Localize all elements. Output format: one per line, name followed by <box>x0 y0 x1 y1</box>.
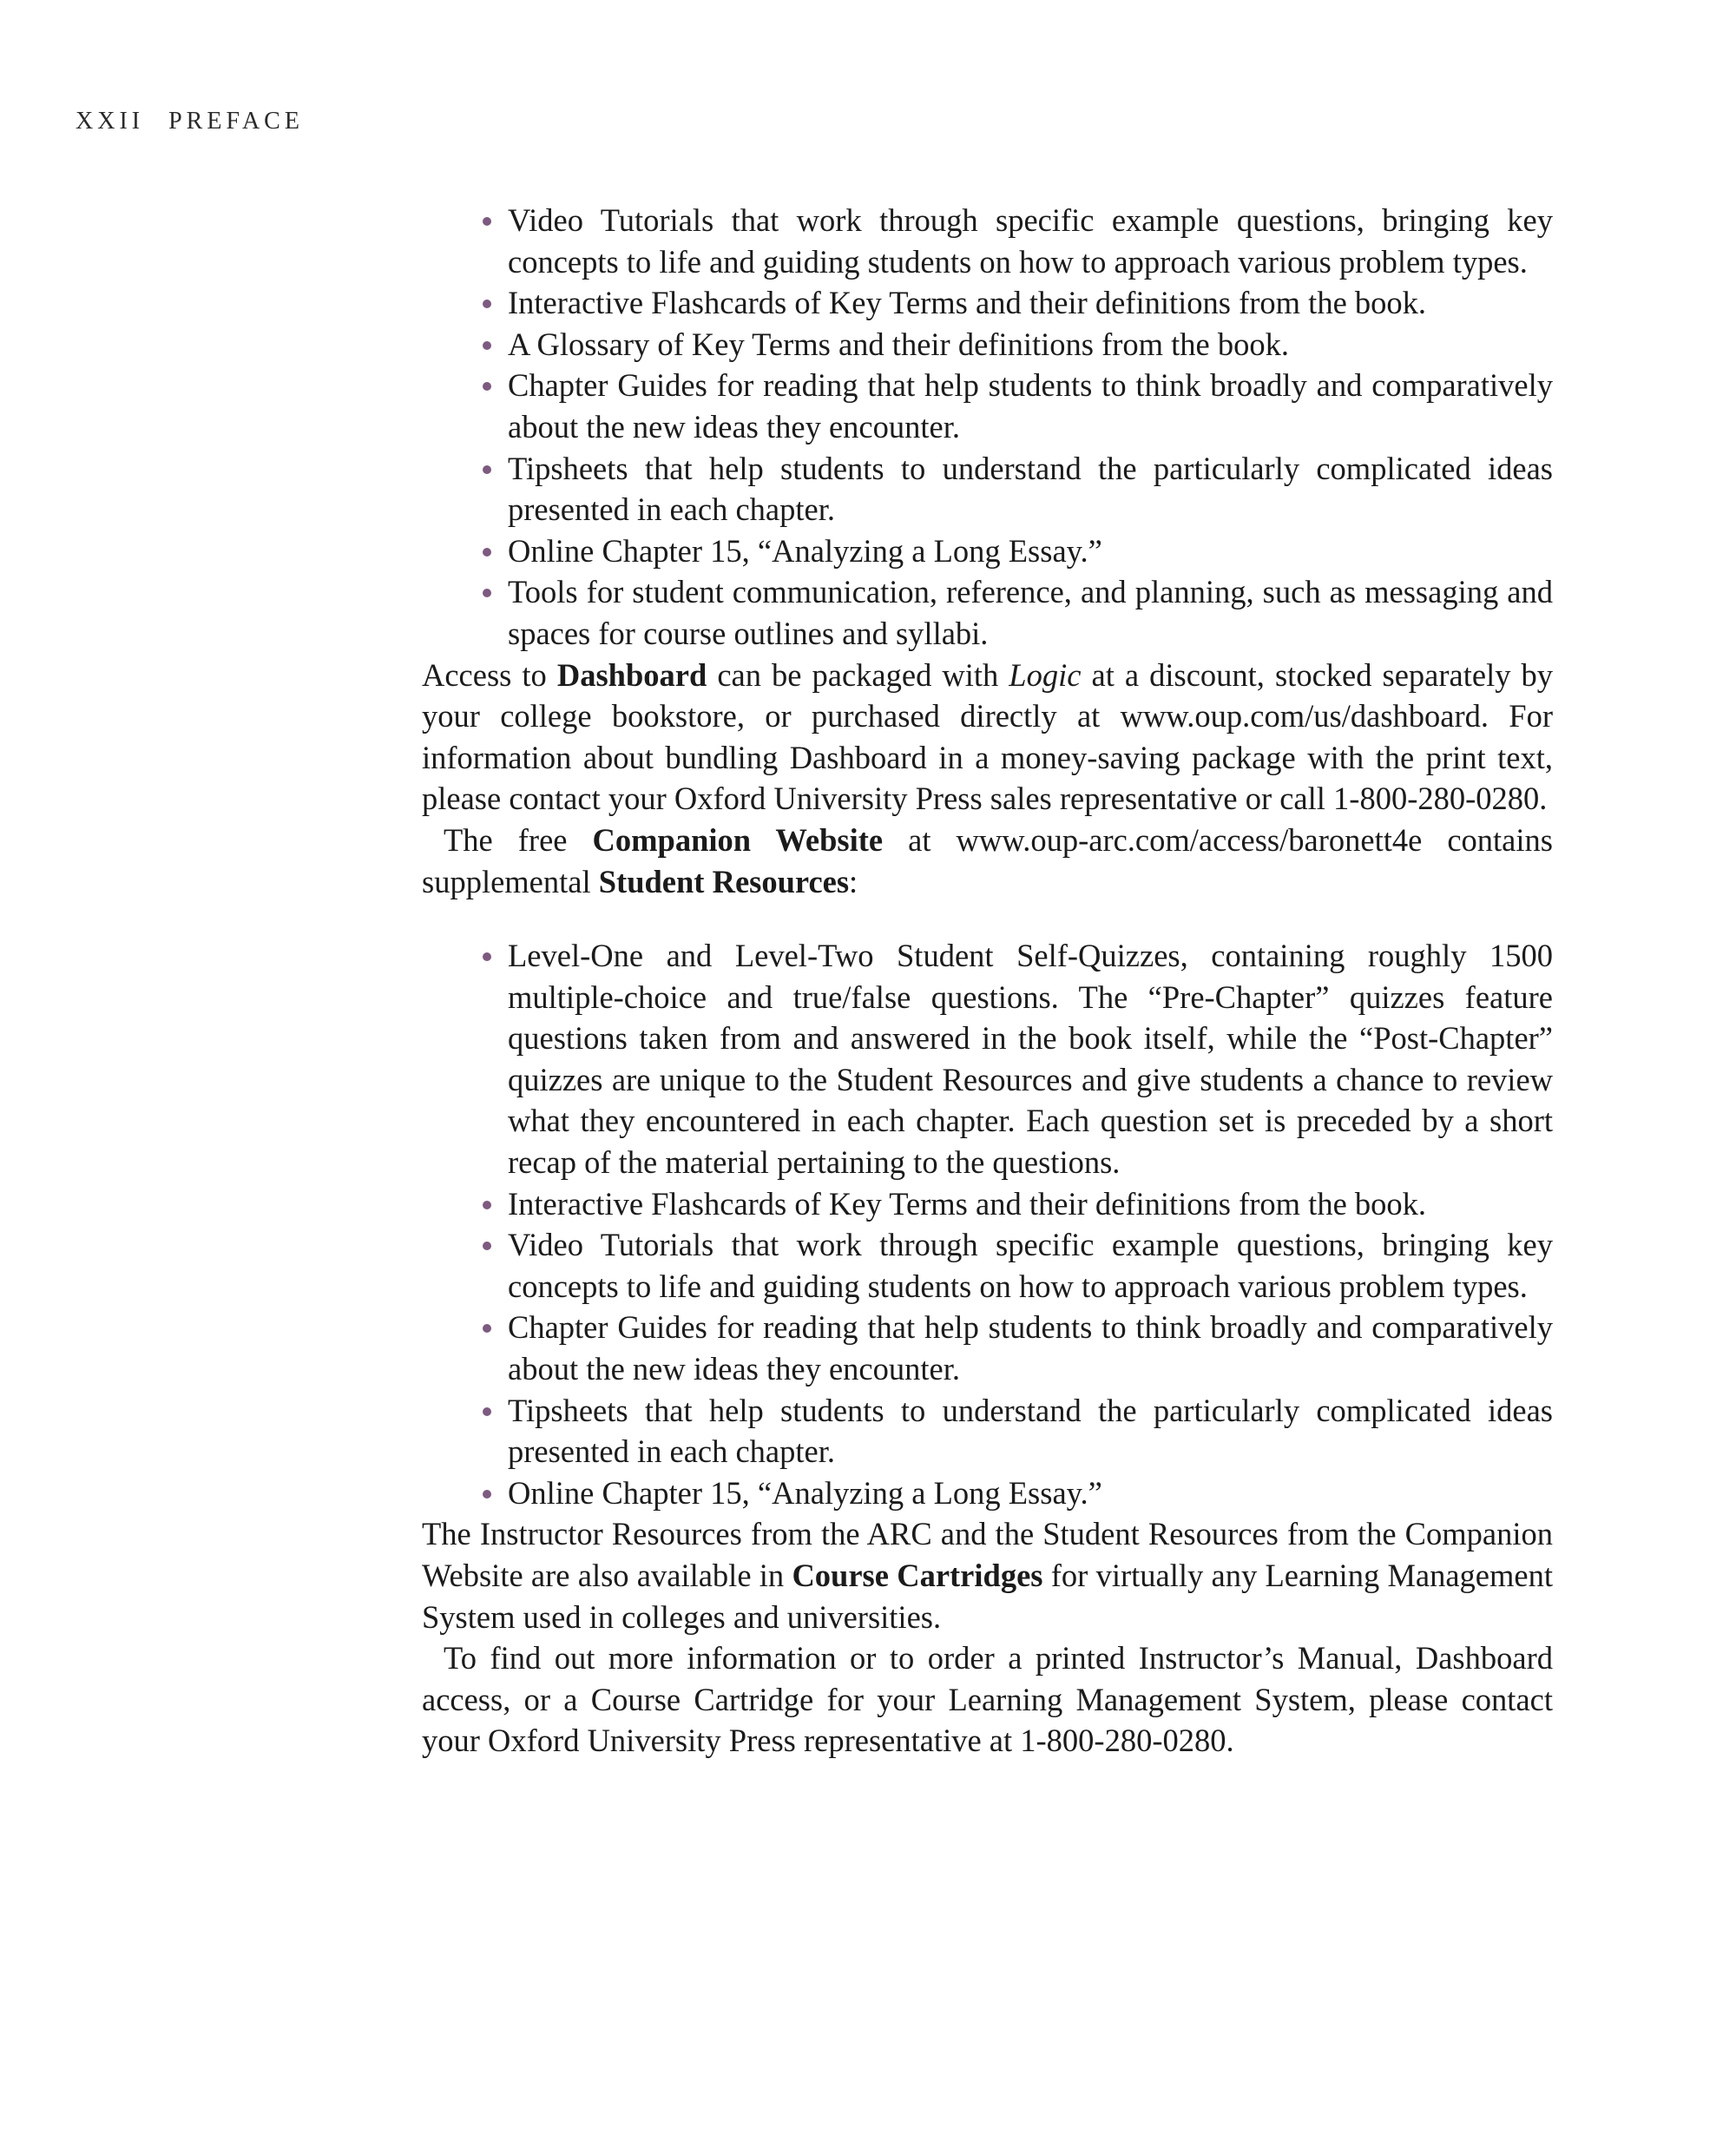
bullet-icon <box>483 1490 491 1499</box>
bullet-icon <box>483 1324 491 1333</box>
list-item: Tipsheets that help students to understand the particularly complicated ideas presented in each chapter. <box>508 1390 1553 1472</box>
running-head <box>76 108 304 135</box>
dashboard-access-paragraph: Access to Dashboard can be packaged with Logic at a discount, stocked separately by your college bookstore, or purchased directly at www.oup.com/us/dashboard. For information about bundling Dashboard in a money-saving package with the print text, please contact your Oxford University Press sales representative or call 1-800-280-0280. <box>422 656 1554 817</box>
bullet-icon <box>483 1242 491 1250</box>
companion-website-paragraph: The free Companion Website at www.oup-arc.com/access/baronett4e contains supplemental Student Resources: <box>422 821 1553 899</box>
bullet-icon <box>483 217 491 226</box>
page-body <box>422 200 1553 1762</box>
list-item: Online Chapter 15, “Analyzing a Long Essay.” <box>508 1472 1553 1514</box>
list-item: Tools for student communication, reference, and planning, such as messaging and spaces for course outlines and syllabi. <box>508 571 1553 654</box>
list-item: Chapter Guides for reading that help students to think broadly and comparatively about the new ideas they encounter. <box>508 1307 1553 1389</box>
bullet-icon <box>483 952 491 961</box>
bullet-icon <box>483 341 491 350</box>
list-item: Level-One and Level-Two Student Self-Quizzes, containing roughly 1500 multiple-choice and true/false questions. The “Pre-Chapter” quizzes feature questions taken from and answered in the book itself, while the “Post-Chapter” quizzes are unique to the Student Resources and give students a chance to review what they encountered in each chapter. Each question set is preceded by a short recap of the material pertaining to the questions. <box>508 935 1553 1183</box>
list-item: Video Tutorials that work through specific example questions, bringing key concepts to life and guiding students on how to approach various problem types. <box>508 200 1553 282</box>
list-item: Chapter Guides for reading that help students to think broadly and comparatively about the new ideas they encounter. <box>508 365 1553 447</box>
list-item: Interactive Flashcards of Key Terms and their definitions from the book. <box>508 282 1553 324</box>
list-item: A Glossary of Key Terms and their definitions from the book. <box>508 324 1553 366</box>
contact-paragraph: To find out more information or to order a printed Instructor’s Manual, Dashboard access, or a Course Cartridge for your Learning Management System, please contact your Oxford University Press representative at 1-800-280-0280. <box>422 1640 1553 1759</box>
section-title: PREFACE <box>168 108 304 135</box>
student-resources-list <box>422 935 1553 1513</box>
page-number: XXII <box>76 108 145 135</box>
bullet-icon <box>483 465 491 474</box>
list-item: Online Chapter 15, “Analyzing a Long Essay.” <box>508 530 1553 572</box>
bullet-icon <box>483 300 491 308</box>
bullet-icon <box>483 589 491 597</box>
bullet-icon <box>483 1201 491 1209</box>
bullet-icon <box>483 548 491 557</box>
list-item: Tipsheets that help students to understand the particularly complicated ideas presented in each chapter. <box>508 448 1553 530</box>
course-cartridges-paragraph: The Instructor Resources from the ARC and the Student Resources from the Companion Website are also available in Course Cartridges for virtually any Learning Management System used in colleges and universities. <box>422 1516 1553 1635</box>
list-item: Interactive Flashcards of Key Terms and their definitions from the book. <box>508 1183 1553 1225</box>
dashboard-features-list <box>422 200 1553 655</box>
bullet-icon <box>483 1407 491 1416</box>
bullet-icon <box>483 382 491 391</box>
list-item: Video Tutorials that work through specific example questions, bringing key concepts to life and guiding students on how to approach various problem types. <box>508 1224 1553 1307</box>
